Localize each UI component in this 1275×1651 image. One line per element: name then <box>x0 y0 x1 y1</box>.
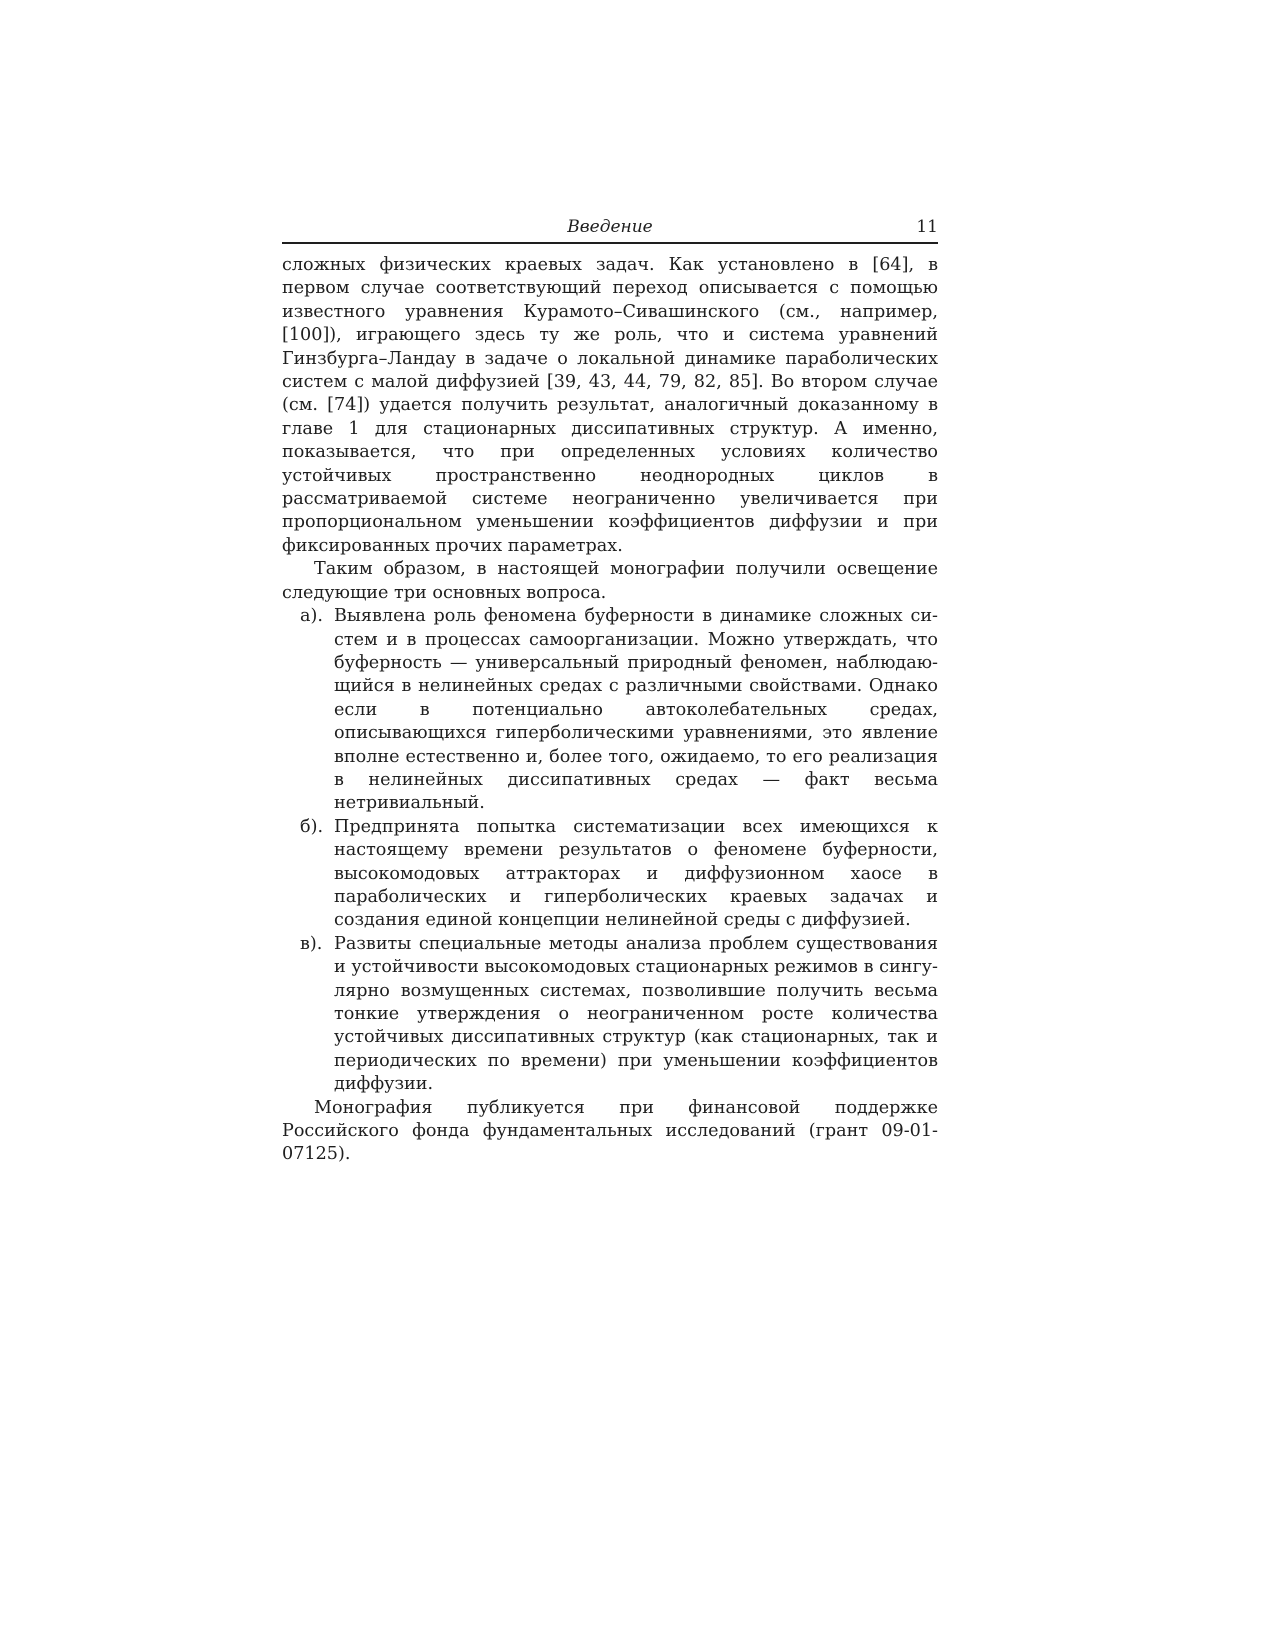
book-page <box>282 216 938 1167</box>
list-marker: а). <box>300 606 323 627</box>
list-marker: б). <box>300 816 324 837</box>
list-item <box>282 816 938 933</box>
list-item <box>282 933 938 1097</box>
paragraph-summary-intro: Таким образом, в настоящей монографии получили освещение следующие три основных вопроса. <box>282 559 938 603</box>
running-header <box>282 216 938 244</box>
list-item-text: Выявлена роль феномена буферности в динамике сложных систем и в процессах самоорганизации. Можно утверждать, что буферность — универсальный природный феномен, наблюдающийся в нелинейных средах с различными свойствами. Однако если в потенциально автоколебательных средах, описывающихся гиперболическими уравнениями, это явление вполне естественно и, более того, ожидаемо, то его реализация в нелинейных диссипативных средах — факт весьма нетривиальный. <box>334 606 938 814</box>
questions-list <box>282 605 938 1097</box>
list-item <box>282 605 938 816</box>
list-item-text: Развиты специальные методы анализа проблем существования и устойчивости высокомодовых стационарных режимов в сингулярно возмущенных системах, позволившие получить весьма тонкие утверждения о неограниченном росте количества устойчивых диссипативных структур (как стационарных, так и периодических по времени) при уменьшении коэффициентов диффузии. <box>334 933 938 1095</box>
body-text <box>282 254 938 1167</box>
page-number: 11 <box>916 217 938 237</box>
paragraph-continuation: сложных физических краевых задач. Как установлено в [64], в первом случае соответствующий переход описывается с помощью известного уравнения Курамото–Сивашинского (см., например, [100]), играющего здесь ту же роль, что и система уравнений Гинзбурга–Ландау в задаче о локальной динамике параболических систем с малой диффузией [39, 43, 44, 79, 82, 85]. Во втором случае (см. [74]) удается получить результат, аналогичный доказанному в главе 1 для стационарных диссипативных структур. А именно, показывается, что при определенных условиях количество устойчивых пространственно неоднородных циклов в рассматриваемой системе неограниченно увеличивается при пропорциональном уменьшении коэффициентов диффузии и при фиксированных прочих параметрах. <box>282 255 938 556</box>
paragraph-funding: Монография публикуется при финансовой поддержке Российского фонда фундаментальных исследований (грант 09-01-07125). <box>282 1097 938 1165</box>
running-title: Введение <box>567 217 653 237</box>
list-marker: в). <box>300 933 323 954</box>
list-item-text: Предпринята попытка систематизации всех имеющихся к настоящему времени результатов о феномене буферности, высокомодовых аттракторах и диффузионном хаосе в параболических и гиперболических краевых задачах и создания единой концепции нелинейной среды с диффузией. <box>334 816 938 931</box>
